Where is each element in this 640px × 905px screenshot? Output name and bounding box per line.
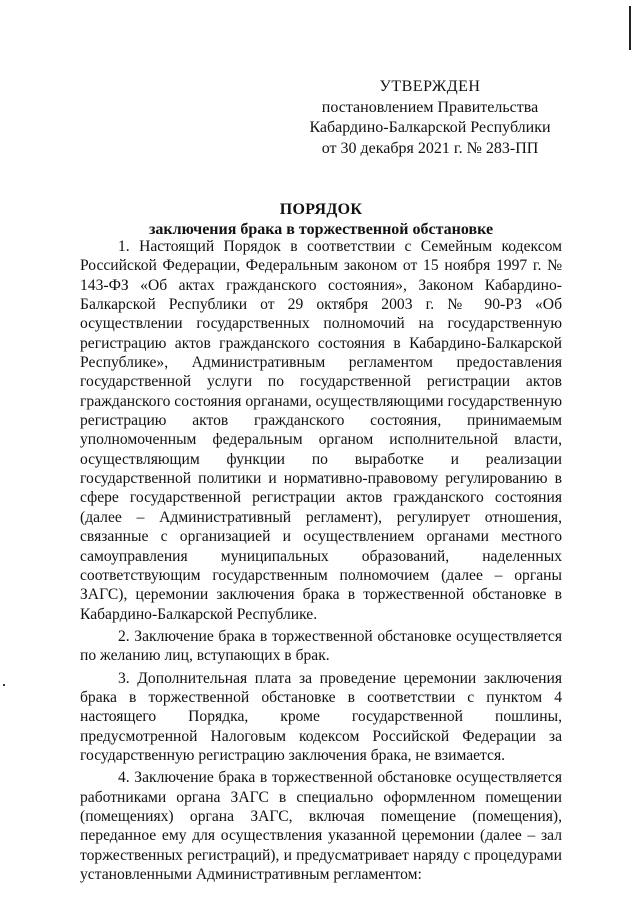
- approval-heading: УТВЕРЖДЕН: [379, 78, 481, 95]
- paragraph-1: 1. Настоящий Порядок в соответствии с Семейным кодексом Российской Федерации, Федеральным законом от 15 ноября 1997 г. № 143-ФЗ «Об актах гражданского состояния», Законом Кабардино-Балкарской Республики от 29 октября 2003 г. № 90-РЗ «Об осуществлении государственных полномочий на государственную регистрацию актов гражданского состояния в Кабардино-Балкарской Республике», Административным регламентом предоставления государственной услуги по государственной регистрации актов гражданского состояния органами, осуществляющими государственную регистрацию актов гражданского состояния, принимаемым уполномоченным федеральным органом исполнительной власти, осуществляющим функции по выработке и реализации государственной политики и нормативно-правовому регулированию в сфере государственной регистрации актов гражданского состояния (далее – Административный регламент), регулирует отношения, связанные с организацией и осуществлением органами местного самоуправления муниципальных образований, наделенных соответствующим государственным полномочием (далее – органы ЗАГС), церемонии заключения брака в торжественной обстановке в Кабардино-Балкарской Республике.: [80, 238, 562, 623]
- paragraph-4: 4. Заключение брака в торжественной обстановке осуществляется работниками органа ЗАГС в специально оформленном помещении (помещениях) органа ЗАГС, включая помещение (помещения), переданное ему для осуществления указанной церемонии (далее – зал торжественных регистраций), и предусматривает наряду с процедурами установленными Административным регламентом:: [80, 769, 562, 883]
- approval-block: [300, 77, 560, 159]
- scan-edge-mark: [629, 6, 631, 50]
- approval-line-2: Кабардино-Балкарской Республики: [309, 119, 551, 136]
- title-main: ПОРЯДОК: [279, 201, 363, 218]
- scan-dot-mark: [3, 684, 5, 686]
- approval-line-1: постановлением Правительства: [321, 98, 539, 116]
- paragraph-2: 2. Заключение брака в торжественной обстановке осуществляется по желанию лиц, вступающих в брак.: [80, 627, 562, 665]
- document-body: [80, 237, 562, 887]
- document-title: [80, 200, 562, 240]
- approval-line-3: от 30 декабря 2021 г. № 283-ПП: [321, 139, 539, 157]
- title-subtitle: заключения брака в торжественной обстановке: [148, 221, 494, 238]
- paragraph-3: 3. Дополнительная плата за проведение церемонии заключения брака в торжественной обстановке в соответствии с пунктом 4 настоящего Порядка, кроме государственной пошлины, предусмотренной Налоговым кодексом Российской Федерации за государственную регистрацию заключения брака, не взимается.: [80, 669, 562, 764]
